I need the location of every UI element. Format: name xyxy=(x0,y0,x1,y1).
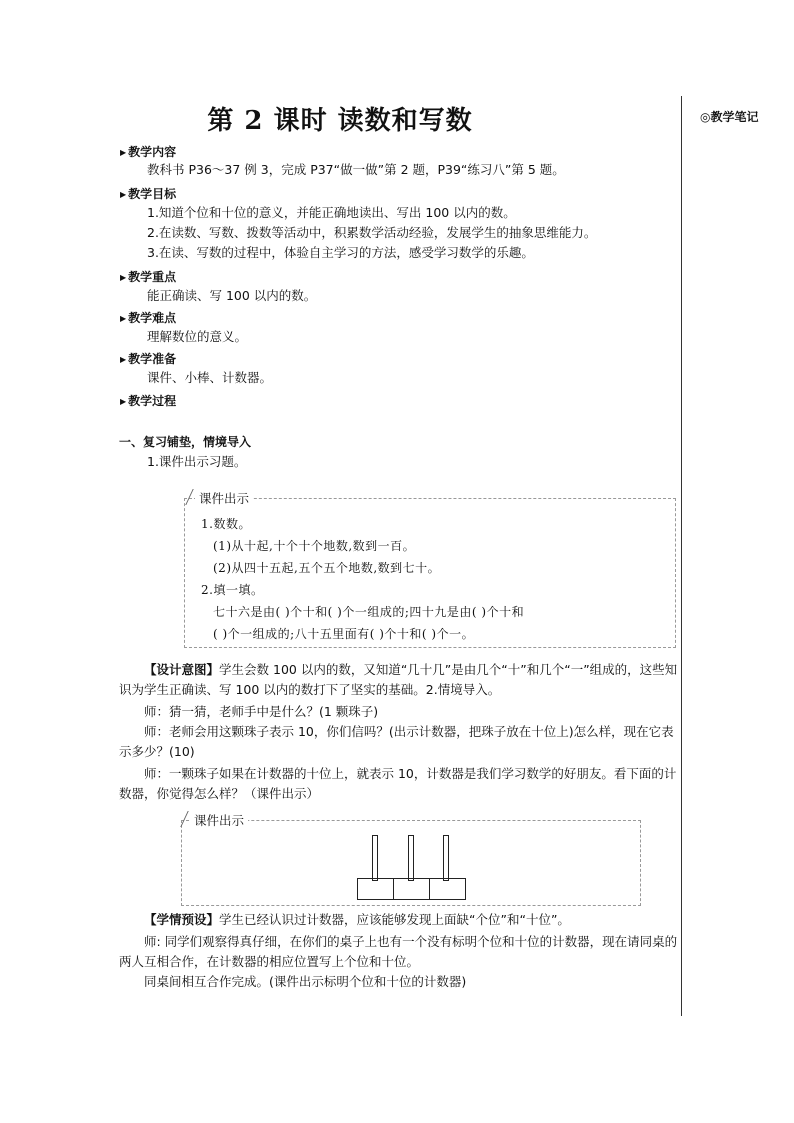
section-heading-difficulty: ▶ 教学难点 xyxy=(120,311,177,325)
difficulty-text: 理解数位的意义。 xyxy=(147,329,248,344)
notes-label: ◎教学笔记 xyxy=(700,110,759,124)
dialog-line: 师：猜一猜，老师手中是什么？(1 颗珠子) xyxy=(144,704,379,719)
exercise-line: 1.数数。 xyxy=(201,517,251,531)
dialog-line: 师: 同学们观察得真仔细，在你们的桌子上也有一个没有标明个位和十位的计数器，现在请同桌的两人互相合作，在计数器的相应位置写上个位和十位。 xyxy=(119,934,678,969)
section-heading-prep: ▶ 教学准备 xyxy=(120,352,177,366)
dialog-line: 师：老师会用这颗珠子表示 10，你们信吗？(出示计数器，把珠子放在十位上)怎么样，现在它表示多少？(10) xyxy=(119,724,674,759)
abacus-base-cell xyxy=(393,878,430,900)
student-preview: 【学情预设】学生已经认识过计数器，应该能够发现上面缺“个位”和“十位”。 xyxy=(144,912,570,927)
abacus-rod xyxy=(443,835,449,881)
exercise-line: ( )个一组成的;八十五里面有( )个十和( )个一。 xyxy=(213,627,475,641)
part1-heading: 一、复习铺垫，情境导入 xyxy=(119,435,252,449)
dialog-line: 师：一颗珠子如果在计数器的十位上，就表示 10，计数器是我们学习数学的好朋友。看下面的计数器，你觉得怎么样？（课件出示） xyxy=(119,766,677,801)
abacus-rod xyxy=(372,835,378,881)
section-heading-process: ▶ 教学过程 xyxy=(120,394,177,408)
prep-text: 课件、小棒、计数器。 xyxy=(147,370,273,385)
section-heading-content: ▶ 教学内容 xyxy=(120,145,177,159)
exercise-line: (2)从四十五起,五个五个地数,数到七十。 xyxy=(213,561,441,575)
exercise-line: 七十六是由( )个十和( )个一组成的;四十九是由( )个十和 xyxy=(213,605,525,619)
goal-item: 1.知道个位和十位的意义，并能正确地读出、写出 100 以内的数。 xyxy=(147,205,516,220)
abacus-base-cell xyxy=(429,878,466,900)
goal-item: 2.在读数、写数、拨数等活动中，积累数学活动经验，发展学生的抽象思维能力。 xyxy=(147,225,597,240)
abacus-rod xyxy=(408,835,414,881)
exercise-line: 2.填一填。 xyxy=(201,583,264,597)
content-text: 教科书 P36～37 例 3，完成 P37“做一做”第 2 题，P39“练习八”第 5 题。 xyxy=(147,162,565,177)
page-title: 第 2 课时 读数和写数 xyxy=(207,106,473,136)
key-text: 能正确读、写 100 以内的数。 xyxy=(147,288,317,303)
abacus-base-cell xyxy=(357,878,394,900)
exercise-line: (1)从十起,十个十个地数,数到一百。 xyxy=(213,539,416,553)
part1-step1: 1.课件出示习题。 xyxy=(147,454,247,469)
box-label: 课件出示 xyxy=(190,811,248,829)
box-label: 课件出示 xyxy=(195,489,253,507)
design-intent: 【设计意图】学生会数 100 以内的数，又知道“几十几”是由几个“十”和几个“一”组成的，这些知识为学生正确读、写 100 以内的数打下了坚实的基础。2.情境导入。 xyxy=(119,662,678,697)
section-heading-goals: ▶ 教学目标 xyxy=(120,187,177,201)
dialog-line: 同桌间相互合作完成。(课件出示标明个位和十位的计数器) xyxy=(144,974,467,989)
goal-item: 3.在读、写数的过程中，体验自主学习的方法，感受学习数学的乐趣。 xyxy=(147,245,534,260)
section-heading-key: ▶ 教学重点 xyxy=(120,270,177,284)
courseware-box-exercises xyxy=(184,491,676,648)
margin-divider xyxy=(681,96,682,1016)
